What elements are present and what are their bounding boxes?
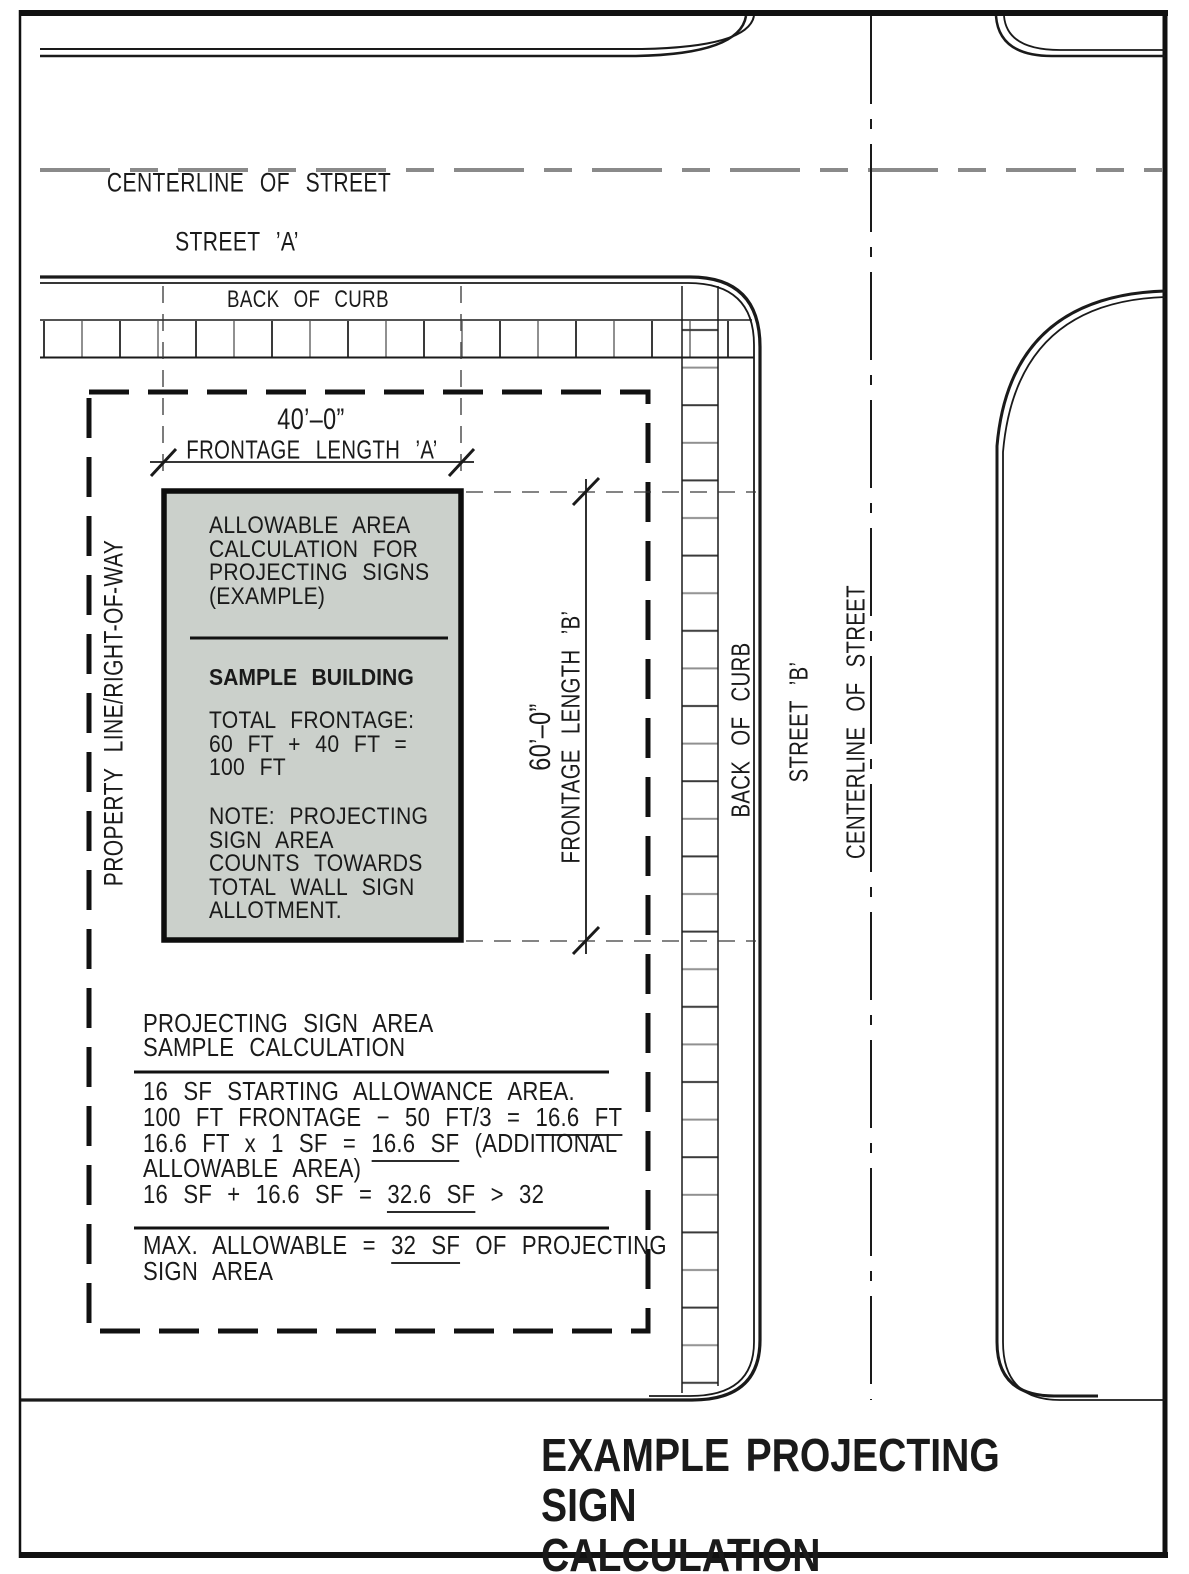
drawing-title-line: EXAMPLE PROJECTING SIGN xyxy=(541,1429,1000,1531)
calc-text: 16.6 FT x 1 SF = xyxy=(143,1127,372,1158)
calc-line xyxy=(143,1179,622,1210)
drawing-title xyxy=(541,1430,1092,1574)
calc-text: ALLOWABLE AREA) xyxy=(143,1153,362,1184)
calc-underlined-value: 16.6 FT xyxy=(535,1102,622,1136)
calc-result-line xyxy=(143,1230,667,1260)
drawing-title-line: CALCULATION xyxy=(541,1529,821,1574)
frontage-line: 100 FT xyxy=(209,754,286,781)
sidewalk-street-a xyxy=(40,320,754,358)
note-line: SIGN AREA xyxy=(209,826,334,854)
calc-text: (ADDITIONAL xyxy=(459,1127,618,1158)
sidewalk-street-b xyxy=(682,286,718,1393)
calc-underlined-value: 32 SF xyxy=(391,1230,460,1264)
note-line: NOTE: PROJECTING xyxy=(209,803,429,830)
calc-text: 100 FT FRONTAGE − 50 FT/3 = xyxy=(143,1101,536,1132)
centerline-street-a-label: CENTERLINE OF STREET xyxy=(106,167,392,198)
calc-result-line: SIGN AREA xyxy=(143,1255,274,1286)
frontage-a-dimension-value: 40’–0” xyxy=(277,403,345,436)
building-header-text xyxy=(209,514,429,608)
building-header-line: ALLOWABLE AREA xyxy=(209,512,411,539)
calc-underlined-value: 32.6 SF xyxy=(387,1179,475,1213)
street-a-label: STREET ’A’ xyxy=(175,226,299,257)
calc-text: MAX. ALLOWABLE = xyxy=(143,1230,392,1260)
building-header-line: PROJECTING SIGNS xyxy=(209,559,430,586)
property-line-label: PROPERTY LINE/RIGHT-OF-WAY xyxy=(98,539,129,887)
calc-text: > 32 xyxy=(475,1179,545,1210)
building-note-text xyxy=(209,805,428,923)
frontage-line: TOTAL FRONTAGE: xyxy=(209,707,415,734)
calc-text: 16 SF STARTING ALLOWANCE AREA. xyxy=(143,1076,575,1106)
calc-text: 16 SF + 16.6 SF = xyxy=(143,1179,388,1210)
calc-text: OF PROJECTING xyxy=(460,1230,667,1260)
calc-heading-line: PROJECTING SIGN AREA xyxy=(143,1008,434,1038)
calc-underlined-value: 16.6 SF xyxy=(371,1128,459,1162)
calculation-body xyxy=(143,1076,623,1210)
frontage-line: 60 FT + 40 FT = xyxy=(209,730,408,758)
building-frontage-text xyxy=(209,709,414,780)
calculation-result xyxy=(143,1230,667,1286)
frontage-a-dimension-label: FRONTAGE LENGTH ’A’ xyxy=(186,434,438,465)
calculation-heading xyxy=(143,1008,434,1062)
frontage-b-dimension-value: 60’–0” xyxy=(524,703,557,771)
note-line: TOTAL WALL SIGN xyxy=(209,873,415,901)
building-name: SAMPLE BUILDING xyxy=(209,664,414,690)
back-of-curb-a-label: BACK OF CURB xyxy=(227,286,389,313)
building-header-line: CALCULATION FOR xyxy=(209,535,419,563)
centerline-street-b-label: CENTERLINE OF STREET xyxy=(840,585,871,859)
building-header-line: (EXAMPLE) xyxy=(209,582,326,610)
back-of-curb-b-label: BACK OF CURB xyxy=(725,642,756,818)
note-line: COUNTS TOWARDS xyxy=(209,850,423,877)
street-a-north-curb xyxy=(40,16,1165,56)
calc-heading-line: SAMPLE CALCULATION xyxy=(143,1031,406,1062)
street-b-label: STREET ’B’ xyxy=(783,661,814,783)
frontage-b-dimension-label: FRONTAGE LENGTH ’B’ xyxy=(555,610,586,864)
note-line: ALLOTMENT. xyxy=(209,897,342,924)
